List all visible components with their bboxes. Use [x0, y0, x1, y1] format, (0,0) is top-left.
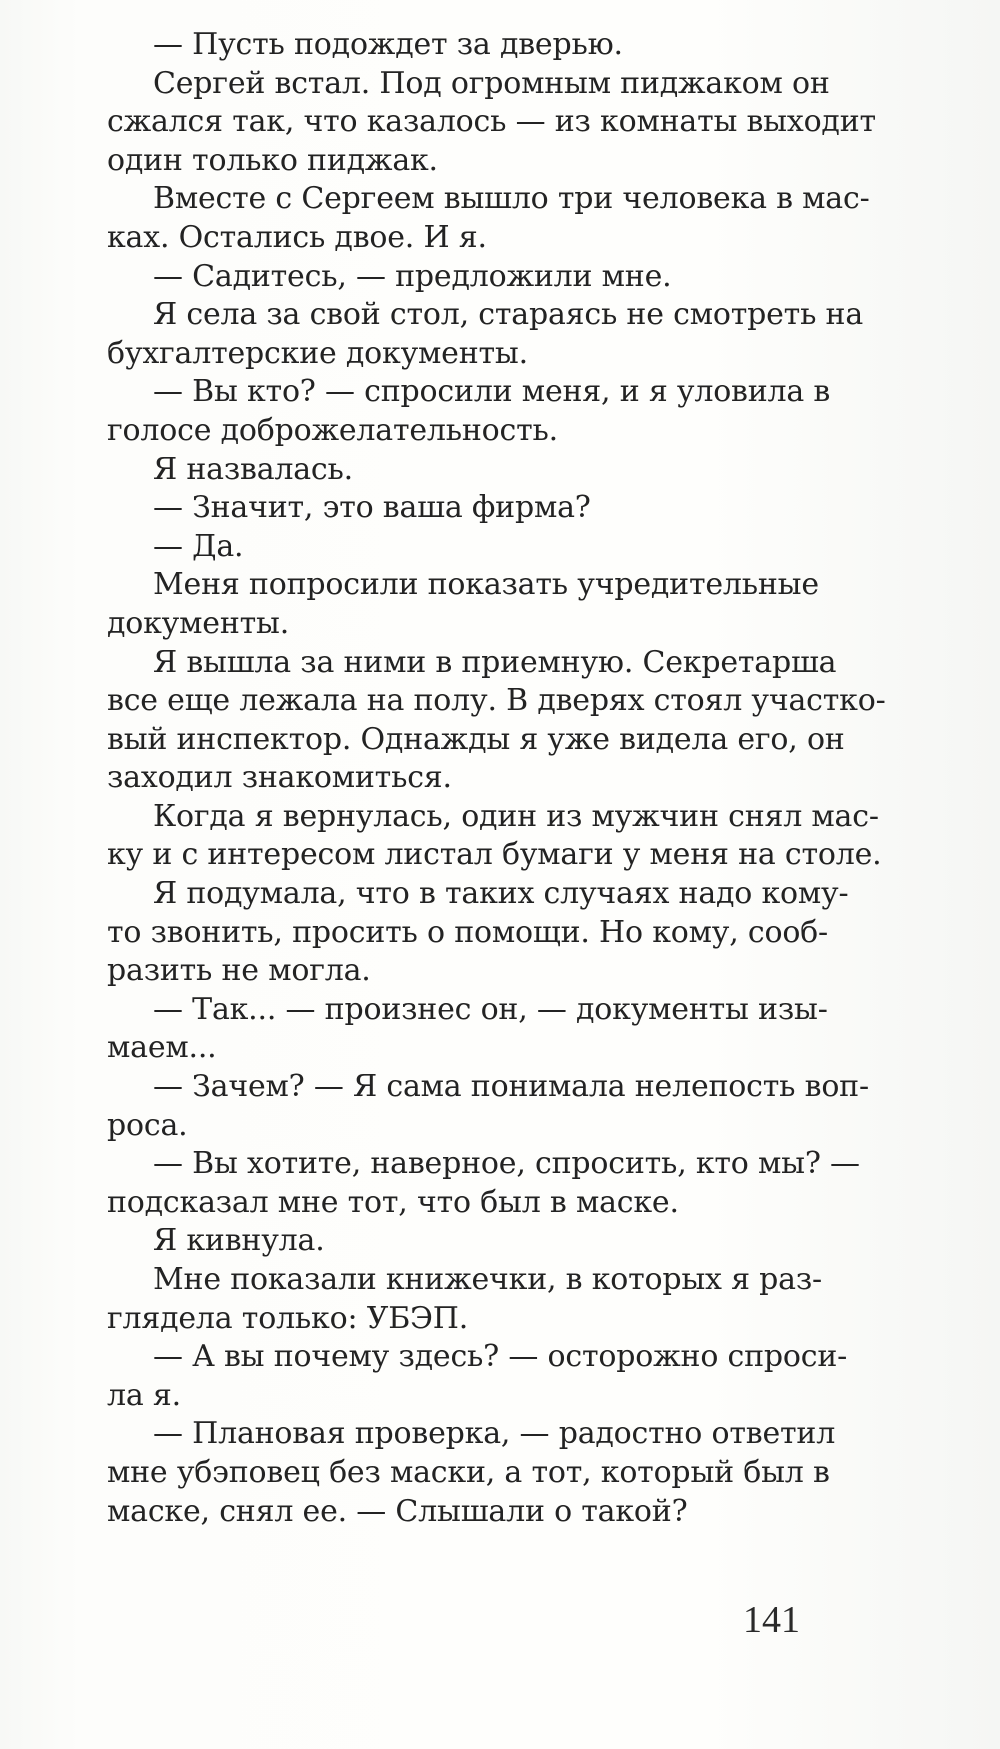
- text-line: один только пиджак.: [107, 142, 438, 178]
- text-line: глядела только: УБЭП.: [107, 1300, 469, 1336]
- text-line: — Пусть подождет за дверью.: [153, 27, 623, 62]
- text-line: — Да.: [153, 528, 244, 564]
- text-line: — Вы кто? — спросили меня, и я уловила в: [153, 374, 831, 410]
- text-line: — Так... — произнес он, — документы изы-: [153, 991, 828, 1027]
- text-line: ла я.: [107, 1377, 181, 1413]
- text-line: документы.: [107, 605, 290, 641]
- text-line: ках. Остались двое. И я.: [107, 219, 487, 255]
- page-number: 141: [743, 1599, 800, 1641]
- text-line: Я вышла за ними в приемную. Секретарша: [153, 644, 837, 680]
- page-text: [107, 26, 886, 1531]
- text-line: Меня попросили показать учредительные: [153, 567, 819, 603]
- text-line: маем...: [107, 1030, 217, 1066]
- text-line: все еще лежала на полу. В дверях стоял участко-: [107, 683, 886, 719]
- text-line: роса.: [107, 1107, 188, 1143]
- text-line: Я подумала, что в таких случаях надо кому-: [153, 876, 849, 912]
- text-line: заходил знакомиться.: [107, 760, 452, 796]
- text-line: подсказал мне тот, что был в маске.: [107, 1184, 679, 1220]
- text-line: то звонить, просить о помощи. Но кому, сооб-: [107, 914, 828, 950]
- text-line: бухгалтерские документы.: [107, 335, 528, 371]
- text-line: Я села за свой стол, стараясь не смотреть на: [153, 297, 864, 333]
- text-line: — Зачем? — Я сама понимала нелепость воп-: [153, 1069, 869, 1105]
- text-line: вый инспектор. Однажды я уже видела его, он: [107, 721, 845, 757]
- text-line: голосе доброжелательность.: [107, 412, 559, 448]
- text-line: Я кивнула.: [153, 1223, 325, 1259]
- text-line: Когда я вернулась, один из мужчин снял мас-: [153, 798, 879, 834]
- text-line: мне убэповец без маски, а тот, который был в: [107, 1454, 830, 1490]
- text-line: Сергей встал. Под огромным пиджаком он: [153, 65, 830, 101]
- text-line: — Вы хотите, наверное, спросить, кто мы? —: [153, 1146, 860, 1182]
- text-line: — Плановая проверка, — радостно ответил: [153, 1416, 836, 1452]
- text-line: маске, снял ее. — Слышали о такой?: [107, 1493, 688, 1529]
- text-line: — Значит, это ваша фирма?: [153, 490, 591, 526]
- text-line: — Садитесь, — предложили мне.: [153, 258, 672, 294]
- text-line: Мне показали книжечки, в которых я раз-: [153, 1262, 822, 1297]
- text-line: сжался так, что казалось — из комнаты выходит: [107, 104, 876, 140]
- text-line: — А вы почему здесь? — осторожно спроси-: [153, 1339, 848, 1375]
- text-line: разить не могла.: [107, 953, 371, 989]
- text-line: Я назвалась.: [153, 451, 353, 487]
- text-line: ку и с интересом листал бумаги у меня на столе.: [107, 837, 882, 873]
- text-line: Вместе с Сергеем вышло три человека в мас-: [153, 181, 870, 217]
